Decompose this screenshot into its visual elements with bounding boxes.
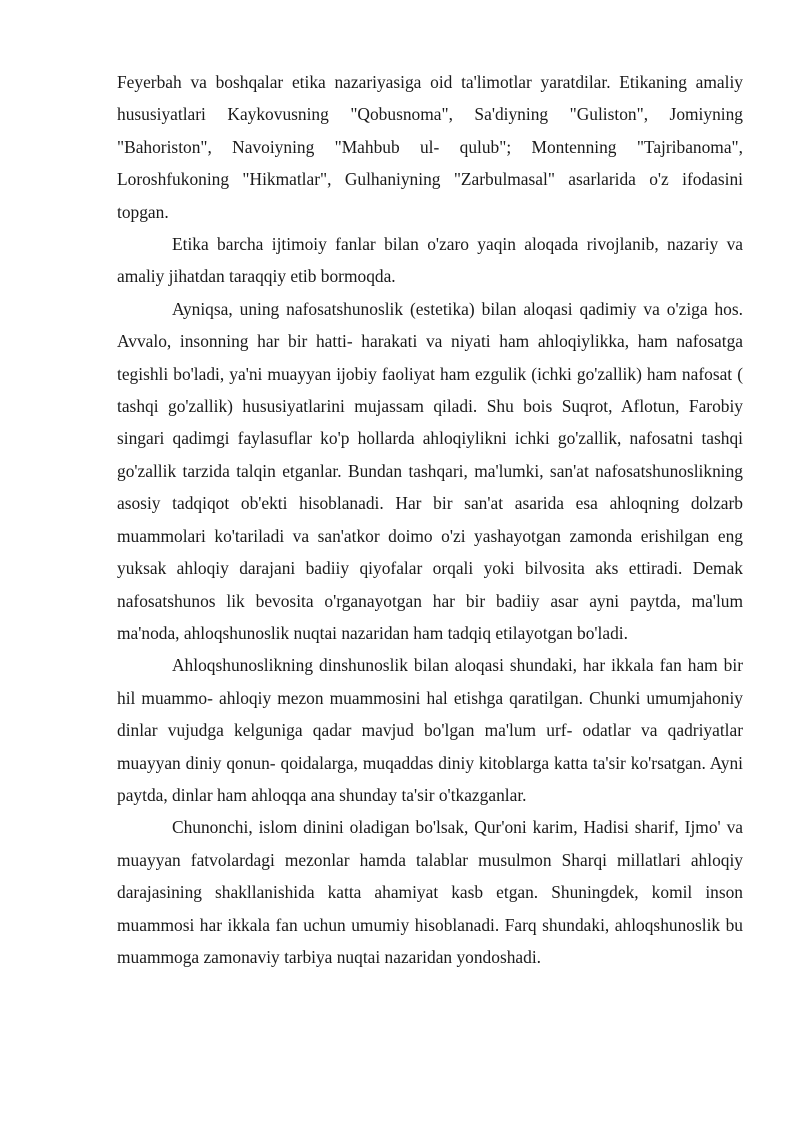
document-page [117, 66, 743, 973]
paragraph-1: Feyerbah va boshqalar etika nazariyasiga oid ta'limotlar yaratdilar. Etikaning amaliy hususiyatlari Kaykovusning "Qobusnoma", Sa'diyning "Guliston", Jomiyning "Bahoriston", Navoiyning "Mahbub ul- qulub"; Montenning "Tajribanoma", Loroshfukoning "Hikmatlar", Gulhaniyning "Zarbulmasal" asarlarida o'z ifodasini topgan. [117, 72, 743, 222]
paragraph-4: Ahloqshunoslikning dinshunoslik bilan aloqasi shundaki, har ikkala fan ham bir hil muammo- ahloqiy mezon muammosini hal etishga qaratilgan. Chunki umumjahoniy dinlar vujudga kelguniga qadar mavjud bo'lgan ma'lum urf- odatlar va qadriyatlar muayyan diniy qonun- qoidalarga, muqaddas diniy kitoblarga katta ta'sir ko'rsatgan. Ayni paytda, dinlar ham ahloqqa ana shunday ta'sir o'tkazganlar. [117, 655, 743, 805]
paragraph-2: Etika barcha ijtimoiy fanlar bilan o'zaro yaqin aloqada rivojlanib, nazariy va amaliy jihatdan taraqqiy etib bormoqda. [117, 234, 743, 287]
paragraph-5: Chunonchi, islom dinini oladigan bo'lsak, Qur'oni karim, Hadisi sharif, Ijmo' va muayyan fatvolardagi mezonlar hamda talablar musulmon Sharqi millatlari ahloqiy darajasining shakllanishida katta ahamiyat kasb etgan. Shuningdek, komil inson muammosi har ikkala fan uchun umumiy hisoblanadi. Farq shundaki, ahloqshunoslik bu muammoga zamonaviy tarbiya nuqtai nazaridan yondoshadi. [117, 817, 743, 967]
paragraph-3: Ayniqsa, uning nafosatshunoslik (estetika) bilan aloqasi qadimiy va o'ziga hos. Avvalo, insonning har bir hatti- harakati va niyati ham ahloqiylikka, ham nafosatga tegishli bo'ladi, ya'ni muayyan ijobiy faoliyat ham ezgulik (ichki go'zallik) ham nafosat ( tashqi go'zallik) hususiyatlarini mujassam qiladi. Shu bois Suqrot, Aflotun, Farobiy singari qadimgi faylasuflar ko'p hollarda ahloqiylikni ichki go'zallik, nafosatni tashqi go'zallik tarzida talqin etganlar. Bundan tashqari, ma'lumki, san'at nafosatshunoslikning asosiy tadqiqot ob'ekti hisoblanadi. Har bir san'at asarida esa ahloqning dolzarb muammolari ko'tariladi va san'atkor doimo o'zi yashayotgan zamonda erishilgan eng yuksak ahloqiy darajani badiiy qiyofalar orqali yoki bilvosita aks ettiradi. Demak nafosatshunos lik bevosita o'rganayotgan har bir badiiy asar ayni paytda, ma'lum ma'noda, ahloqshunoslik nuqtai nazaridan ham tadqiq etilayotgan bo'ladi. [117, 298, 743, 643]
